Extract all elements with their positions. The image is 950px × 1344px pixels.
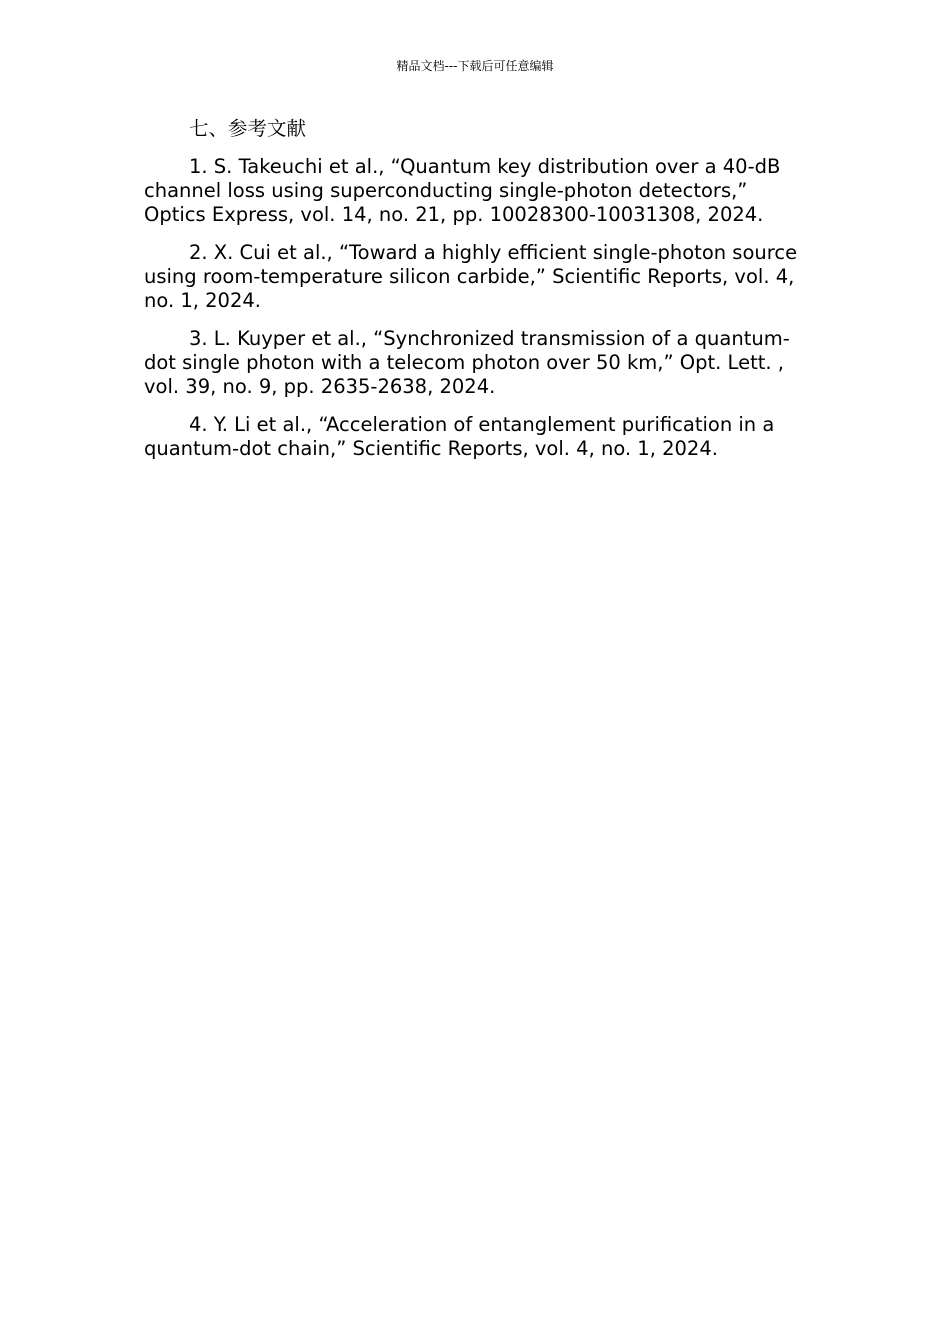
section-title: 七、参考文献 <box>189 117 307 140</box>
page-header: 精品文档---下载后可任意编辑 <box>396 59 554 73</box>
reference-item-3: 3. L. Kuyper et al., “Synchronized transmission of a quantum-dot single photon with a telecom photon over 50 km,” Opt. Lett. , vol. 39, no. 9, pp. 2635-2638, 2024. <box>144 327 790 398</box>
reference-item-4: 4. Y. Li et al., “Acceleration of entanglement purification in a quantum-dot chain,” Scientific Reports, vol. 4, no. 1, 2024. <box>144 413 775 460</box>
reference-item-1: 1. S. Takeuchi et al., “Quantum key distribution over a 40-dB channel loss using superconducting single-photon detectors,” Optics Express, vol. 14, no. 21, pp. 10028300-10031308, 2024. <box>144 155 781 226</box>
references-section <box>144 117 806 475</box>
reference-item-2: 2. X. Cui et al., “Toward a highly efficient single-photon source using room-temperature silicon carbide,” Scientific Reports, vol. 4, no. 1, 2024. <box>144 241 798 312</box>
